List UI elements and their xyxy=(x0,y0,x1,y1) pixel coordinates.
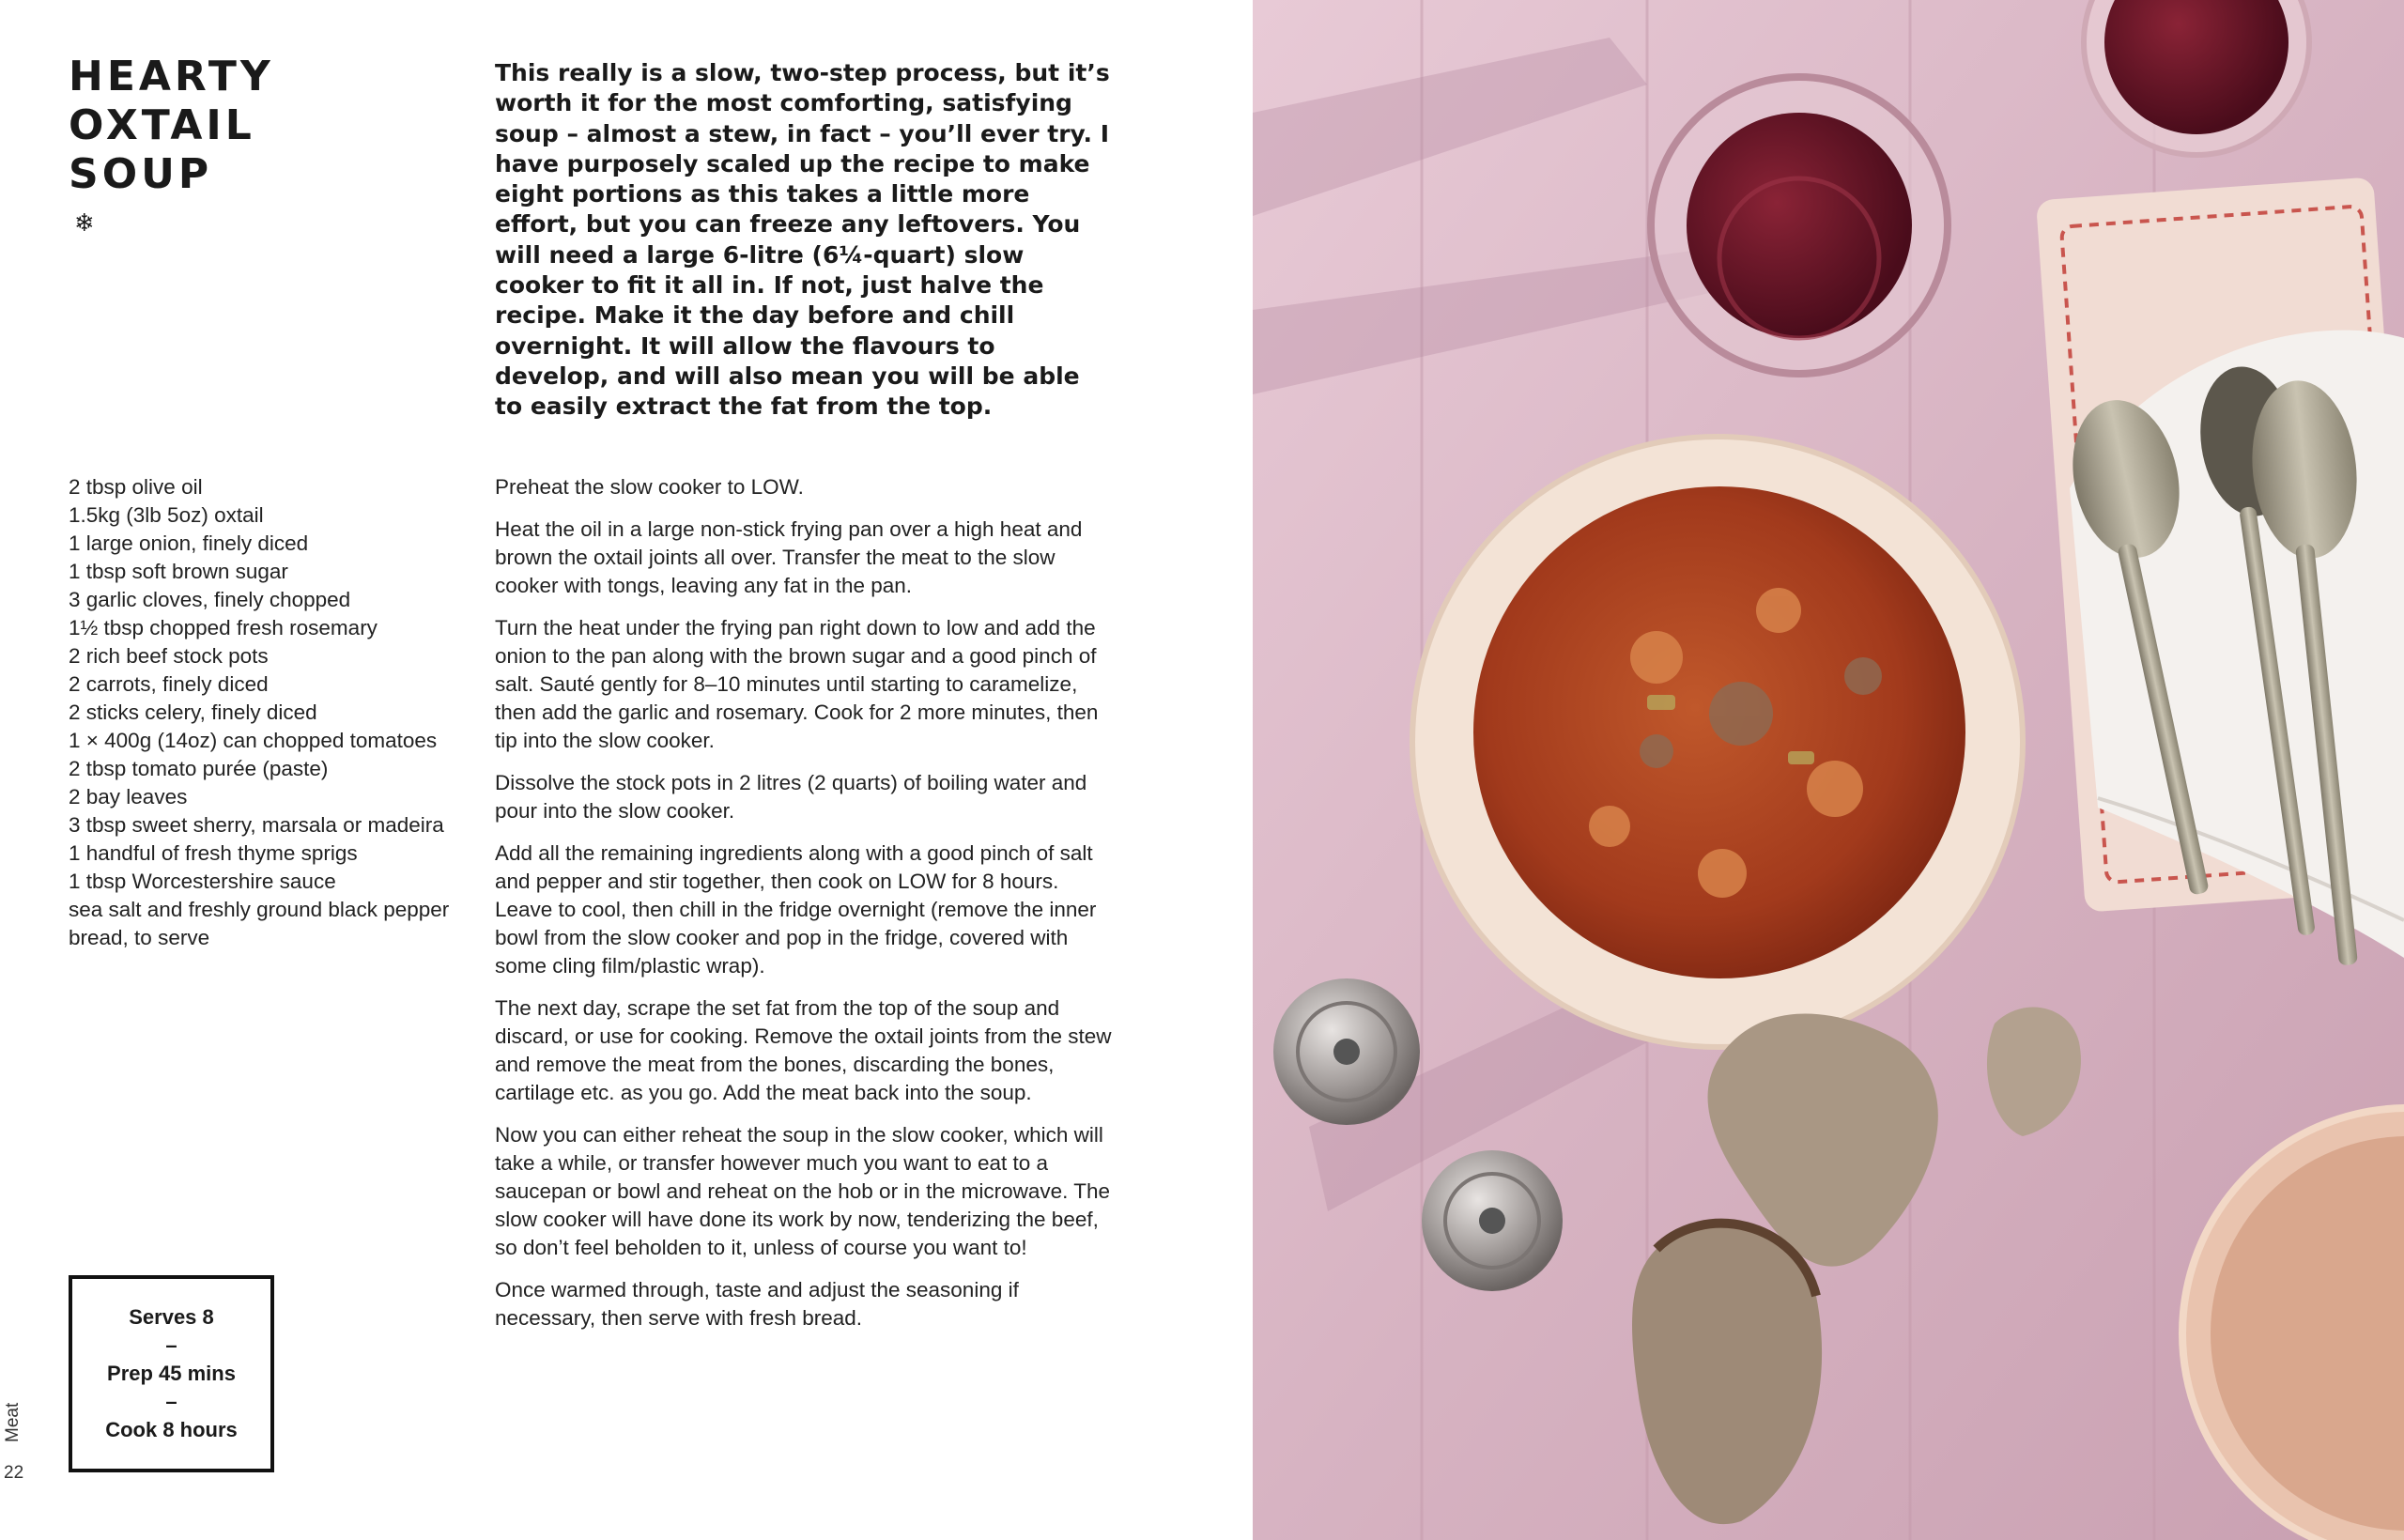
ingredient-item: 2 carrots, finely diced xyxy=(69,672,269,696)
ingredient-item: 1 large onion, finely diced xyxy=(69,531,309,555)
ingredient-item: 3 tbsp sweet sherry, marsala or madeira xyxy=(69,813,444,837)
method-step: Once warmed through, taste and adjust the seasoning if necessary, then serve with fresh bread. xyxy=(495,1278,1019,1330)
info-separator: – xyxy=(165,1390,177,1413)
ingredient-item: 1.5kg (3lb 5oz) oxtail xyxy=(69,503,264,527)
method-step: The next day, scrape the set fat from the top of the soup and discard, or use for cooking. Remove the oxtail joints from the stew and remove the meat from the bones, discarding the bones, cartilage etc. as you go. Add the meat back into the soup. xyxy=(495,996,1112,1104)
section-label: Meat xyxy=(3,1402,23,1442)
serves-text: Serves 8 xyxy=(129,1305,214,1329)
method-step: Add all the remaining ingredients along with a good pinch of salt and pepper and stir together, then cook on LOW for 8 hours. Leave to cool, then chill in the fridge overnight (remove the inner bowl from the slow cooker and pop in the fridge, covered with some cling film/plastic wrap). xyxy=(495,841,1097,978)
wine-glass-middle xyxy=(1651,77,1948,374)
title-line-3: SOUP xyxy=(69,150,213,198)
ingredient-item: 1 handful of fresh thyme sprigs xyxy=(69,841,358,865)
ingredient-item: 1 tbsp soft brown sugar xyxy=(69,560,288,583)
ingredient-item: 1 tbsp Worcestershire sauce xyxy=(69,870,336,893)
title-line-2: OXTAIL xyxy=(69,101,255,149)
ingredient-item: 1 × 400g (14oz) can chopped tomatoes xyxy=(69,729,438,752)
prep-time-text: Prep 45 mins xyxy=(107,1362,236,1385)
salt-shaker xyxy=(1422,1150,1563,1291)
ingredient-item: 3 garlic cloves, finely chopped xyxy=(69,588,351,611)
ingredient-item: 2 sticks celery, finely diced xyxy=(69,701,317,724)
ingredient-item: 1½ tbsp chopped fresh rosemary xyxy=(69,616,378,639)
ingredient-item: bread, to serve xyxy=(69,926,210,949)
cook-time-text: Cook 8 hours xyxy=(105,1418,238,1441)
serving-info-box xyxy=(69,1275,274,1472)
snowflake-icon: ❄ xyxy=(74,209,95,238)
ingredient-item: 2 tbsp tomato purée (paste) xyxy=(69,757,329,780)
method-step: Now you can either reheat the soup in the slow cooker, which will take a while, or transfer however much you want to eat to a saucepan or bowl and reheat on the hob or in the microwave. The slow cooker will have done its work by now, tenderizing the beef, so don’t feel beholden to it, unless of course you want to! xyxy=(495,1123,1110,1259)
method-steps xyxy=(495,473,1115,1347)
info-separator: – xyxy=(165,1333,177,1357)
method-step: Turn the heat under the frying pan right down to low and add the onion to the pan along with the brown sugar and a good pinch of salt. Sauté gently for 8–10 minutes until starting to caramelize, then add the garlic and rosemary. Cook for 2 more minutes, then tip into the slow cooker. xyxy=(495,616,1099,752)
soup-bowl xyxy=(1412,437,2023,1047)
title-line-1: HEARTY xyxy=(69,53,274,100)
method-step: Dissolve the stock pots in 2 litres (2 quarts) of boiling water and pour into the slow cooker. xyxy=(495,771,1087,823)
ingredient-item: 2 bay leaves xyxy=(69,785,188,808)
recipe-title xyxy=(69,53,274,248)
pepper-shaker xyxy=(1273,978,1420,1125)
ingredient-item: 2 rich beef stock pots xyxy=(69,644,269,668)
recipe-intro: This really is a slow, two-step process, but it’s worth it for the most comforting, satisfying soup – almost a stew, in fact – you’ll ever try. I have purposely scaled up the recipe to make eight portions as this takes a little more effort, but you can freeze any leftovers. You will need a large 6-litre (6¼-quart) slow cooker to fit it all in. If not, just halve the recipe. Make it the day before and chill overnight. It will allow the flavours to develop, and will also mean you will be able to easily extract the fat from the top. xyxy=(495,59,1110,421)
method-step: Heat the oil in a large non-stick frying pan over a high heat and brown the oxtail joints all over. Transfer the meat to the slow cooker with tongs, leaving any fat in the pan. xyxy=(495,517,1083,597)
page-number: 22 xyxy=(4,1463,24,1483)
ingredients-list xyxy=(69,473,472,952)
method-step: Preheat the slow cooker to LOW. xyxy=(495,475,804,499)
ingredient-item: sea salt and freshly ground black pepper xyxy=(69,898,450,921)
soup-photo xyxy=(1253,0,2404,1540)
photo-illustration xyxy=(1253,0,2404,1540)
ingredient-item: 2 tbsp olive oil xyxy=(69,475,203,499)
